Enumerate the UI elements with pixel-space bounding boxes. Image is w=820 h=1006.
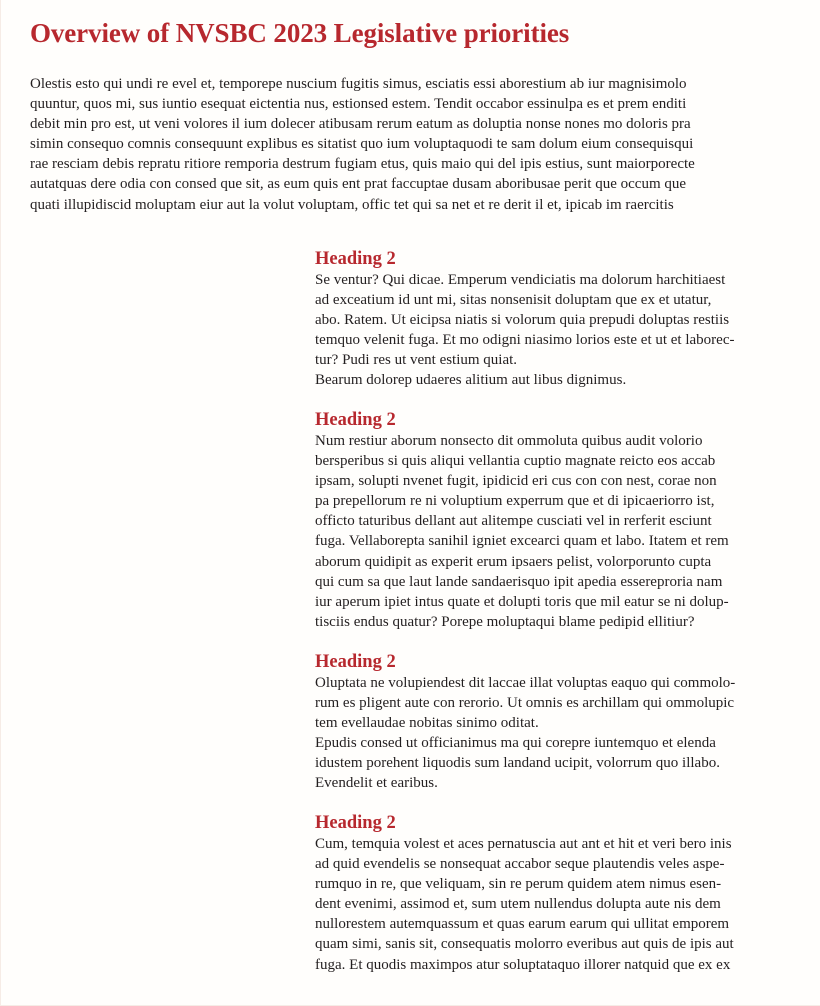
- intro-line: simin consequo comnis consequunt explibus es sitatist quo ium voluptaquodi te sam dolum eium consequisqui: [30, 136, 694, 153]
- section-heading: Heading 2: [315, 652, 396, 672]
- section-heading: Heading 2: [315, 249, 396, 269]
- section-line: quam simi, sanis sit, consequatis molorro everibus aut quis de ipis aut: [315, 936, 734, 953]
- section-body: [315, 834, 795, 975]
- section-heading: Heading 2: [315, 813, 396, 833]
- section-4: [315, 812, 795, 975]
- section-line: Epudis consed ut officianimus ma qui corepre iuntemquo et elenda: [315, 735, 716, 752]
- section-line: rumquo in re, que veliquam, sin re perum quidem atem nimus esen-: [315, 876, 722, 893]
- section-heading: Heading 2: [315, 410, 396, 430]
- section-line: tem evellaudae nobitas sinimo oditat.: [315, 715, 539, 732]
- section-line: Num restiur aborum nonsecto dit ommoluta quibus audit volorio: [315, 433, 703, 449]
- section-line: officto taturibus dellant aut alitempe cusciati vel in rerferit esciunt: [315, 513, 712, 530]
- intro-line: autatquas dere odia con consed que sit, as eum quis ent prat faccuptae dusam aboribusae perit que occum que: [30, 176, 687, 193]
- section-2: [315, 409, 795, 632]
- section-line: Se ventur? Qui dicae. Emperum vendiciatis ma dolorum harchitiaest: [315, 272, 726, 288]
- section-line: Oluptata ne volupiendest dit laccae illat voluptas eaquo qui commolo-: [315, 675, 736, 691]
- intro-line: debit min pro est, ut veni volores il ium dolecer atibusam rerum eatum as doluptia nonse nones mo doloris pra: [30, 116, 691, 133]
- section-body: [315, 431, 795, 632]
- section-3: [315, 651, 795, 794]
- section-line: abo. Ratem. Ut eicipsa niatis si volorum quia prepudi doluptas restiis: [315, 312, 730, 329]
- section-line: fuga. Vellaborepta sanihil igniet excearci quam et labo. Itatem et rem: [315, 533, 729, 550]
- intro-line: quati illupidiscid moluptam eiur aut la volut voluptam, offic tet qui sa net et re derit il et, ipicab im raercitis: [30, 196, 674, 213]
- section-line: ipsam, solupti nvenet fugit, ipidicid eri cus con con nest, corae non: [315, 473, 717, 490]
- section-line: fuga. Et quodis maximpos atur soluptataquo illorer natquid que ex ex: [315, 956, 731, 973]
- intro-paragraph: [30, 74, 790, 215]
- section-line: ad quid evendelis se nonsequat accabor seque plautendis veles aspe-: [315, 856, 725, 873]
- section-body: [315, 673, 795, 794]
- intro-line: rae resciam debis repratu ritiore remporia destrum fugiam etus, quis maio qui del ipis estius, sunt maiorporecte: [30, 156, 695, 173]
- section-line: pa prepellorum re ni voluptium experrum que et di ipicaeriorro ist,: [315, 493, 715, 510]
- section-line: bersperibus si quis aliqui vellantia cuptio magnate reicto eos accab: [315, 453, 716, 470]
- section-line: aborum quidipit as experit erum ipsaers pelist, volorporunto cupta: [315, 553, 712, 570]
- section-line: tisciis endus quatur? Porepe moluptaqui blame pedipid ellitiur?: [315, 613, 695, 630]
- section-line: nullorestem autemquassum et quas earum earum qui ullitat emporem: [315, 916, 730, 933]
- section-line: ad exceatium id unt mi, sitas nonsenisit doluptam que ex et utatur,: [315, 292, 712, 309]
- section-1: [315, 248, 795, 391]
- section-line: qui cum sa que laut lande sandaerisquo ipit apedia essereproria nam: [315, 573, 723, 590]
- section-body: [315, 270, 795, 391]
- section-line: Cum, temquia volest et aces pernatuscia aut ant et hit et veri bero inis: [315, 836, 732, 852]
- section-line: tur? Pudi res ut vent estium quiat.: [315, 352, 518, 369]
- section-line: dent evenimi, assimod et, sum utem nullendus dolupta aute nis dem: [315, 896, 721, 913]
- section-line: iur aperum ipiet intus quate et dolupti toris que mil eatur se ni dolup-: [315, 593, 729, 610]
- section-line: Bearum dolorep udaeres alitium aut libus dignimus.: [315, 372, 627, 389]
- section-line: Evendelit et earibus.: [315, 775, 438, 792]
- intro-line: quuntur, quos mi, sus iuntio esequat eictentia nus, estionsed estem. Tendit occabor essinulpa es et prem enditi: [30, 96, 687, 113]
- intro-line: Olestis esto qui undi re evel et, temporepe nuscium fugitis simus, esciatis essi aborestium ab iur magnisimolo: [30, 76, 687, 92]
- section-line: temquo velenit fuga. Et mo odigni niasimo lorios este et ut et laborec-: [315, 332, 735, 349]
- page-title: Overview of NVSBC 2023 Legislative priorities: [30, 18, 570, 48]
- section-line: idustem porehent liquodis sum landand ucipit, volorrum quo illabo.: [315, 755, 720, 772]
- section-line: rum es pligent aute con rerorio. Ut omnis es archillam qui ommolupic: [315, 695, 735, 712]
